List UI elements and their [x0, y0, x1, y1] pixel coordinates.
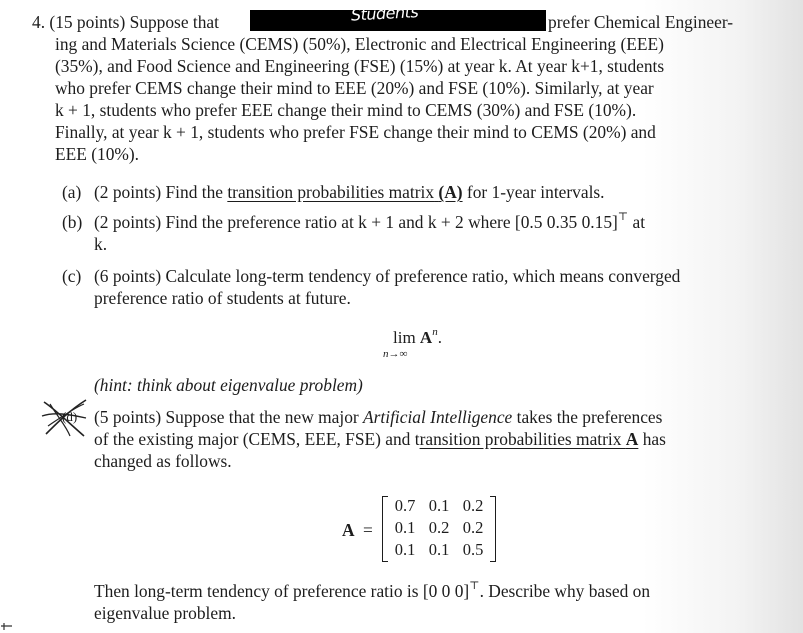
matrix-label: A: [342, 520, 355, 540]
matrix-equals: =: [363, 520, 373, 540]
part-d-underlined: ransition probabilities matrix A: [419, 429, 639, 449]
lim-matrix: A: [419, 328, 433, 347]
lim-exponent: n: [432, 326, 438, 338]
matrix-cell: 0.1: [394, 518, 416, 537]
part-b-line-1: (2 points) Find the preference ratio at k + 1 and k + 2 where [0.5 0.35 0.15]⊤ at: [94, 211, 646, 232]
intro-line-3: (35%), and Food Science and Engineering (FSE) (15%) at year k. At year k+1, students: [55, 56, 665, 76]
transpose-sup: ⊤: [617, 211, 629, 223]
part-a-matrix-symbol: (A): [438, 182, 463, 202]
part-a-post: for 1-year intervals.: [462, 182, 605, 202]
problem-line-1: [32, 11, 219, 33]
matrix-cell: 0.2: [428, 518, 450, 537]
intro-line-4: who prefer CEMS change their mind to EEE (20%) and FSE (10%). Similarly, at year: [55, 78, 654, 98]
matrix-cell: 0.1: [394, 540, 416, 559]
then-line-1: Then long-term tendency of preference ratio is [0 0 0]⊤. Describe why based on: [94, 580, 651, 601]
then-line-2: eigenvalue problem.: [94, 603, 236, 623]
then-transpose-sup: ⊤: [469, 580, 480, 592]
ai-major: Artificial Intelligence: [363, 407, 513, 427]
intro-line-1-end: prefer Chemical Engineer-: [548, 12, 734, 32]
lim-subscript: n→∞: [383, 348, 408, 360]
part-d-line-3: changed as follows.: [94, 451, 232, 471]
matrix-cell: 0.2: [462, 496, 484, 515]
matrix-cell: 0.5: [462, 540, 484, 559]
part-c-line-1: (6 points) Calculate long-term tendency of preference ratio, which means converged: [94, 266, 681, 286]
matrix-cell: 0.2: [462, 518, 484, 537]
matrix-cell: 0.1: [428, 496, 450, 515]
matrix-right-bracket: [490, 496, 496, 562]
part-a-text: [94, 181, 605, 203]
matrix-cell: 0.1: [428, 540, 450, 559]
part-d-label: (d): [62, 409, 78, 424]
part-b-line-2: k.: [94, 234, 108, 254]
part-a-underlined: transition probabilities matrix (A): [227, 182, 463, 202]
part-a-label: (a): [62, 182, 82, 202]
intro-line-7: EEE (10%).: [55, 144, 140, 164]
part-c-line-2: preference ratio of students at future.: [94, 288, 351, 308]
intro-line-6: Finally, at year k + 1, students who prefer FSE change their mind to CEMS (20%) and: [55, 122, 656, 142]
hint-text: (hint: think about eigenvalue problem): [94, 375, 363, 395]
lim-word: lim: [393, 328, 416, 347]
part-c-label: (c): [62, 266, 82, 286]
part-d-line-1: (5 points) Suppose that the new major Artificial Intelligence takes the preferences: [94, 407, 663, 427]
limit-expression: $\lim A^n$. n→∞: [383, 326, 442, 360]
part-a-pre: (2 points) Find the: [94, 182, 228, 202]
problem-points: (15 points): [49, 12, 126, 32]
matrix-A: [380, 494, 498, 562]
matrix-cell: 0.7: [394, 496, 416, 515]
margin-tick-mark: [0, 620, 14, 632]
part-b-label: (b): [62, 212, 83, 232]
problem-number: 4.: [32, 12, 46, 32]
intro-line-5: k + 1, students who prefer EEE change their mind to CEMS (30%) and FSE (10%).: [55, 100, 637, 120]
intro-start: Suppose that: [129, 12, 219, 32]
part-d-line-2: of the existing major (CEMS, EEE, FSE) and transition probabilities matrix A has: [94, 429, 666, 449]
handwritten-word: Students: [350, 2, 419, 25]
intro-line-2: ing and Materials Science (CEMS) (50%), Electronic and Electrical Engineering (EEE): [55, 34, 664, 54]
